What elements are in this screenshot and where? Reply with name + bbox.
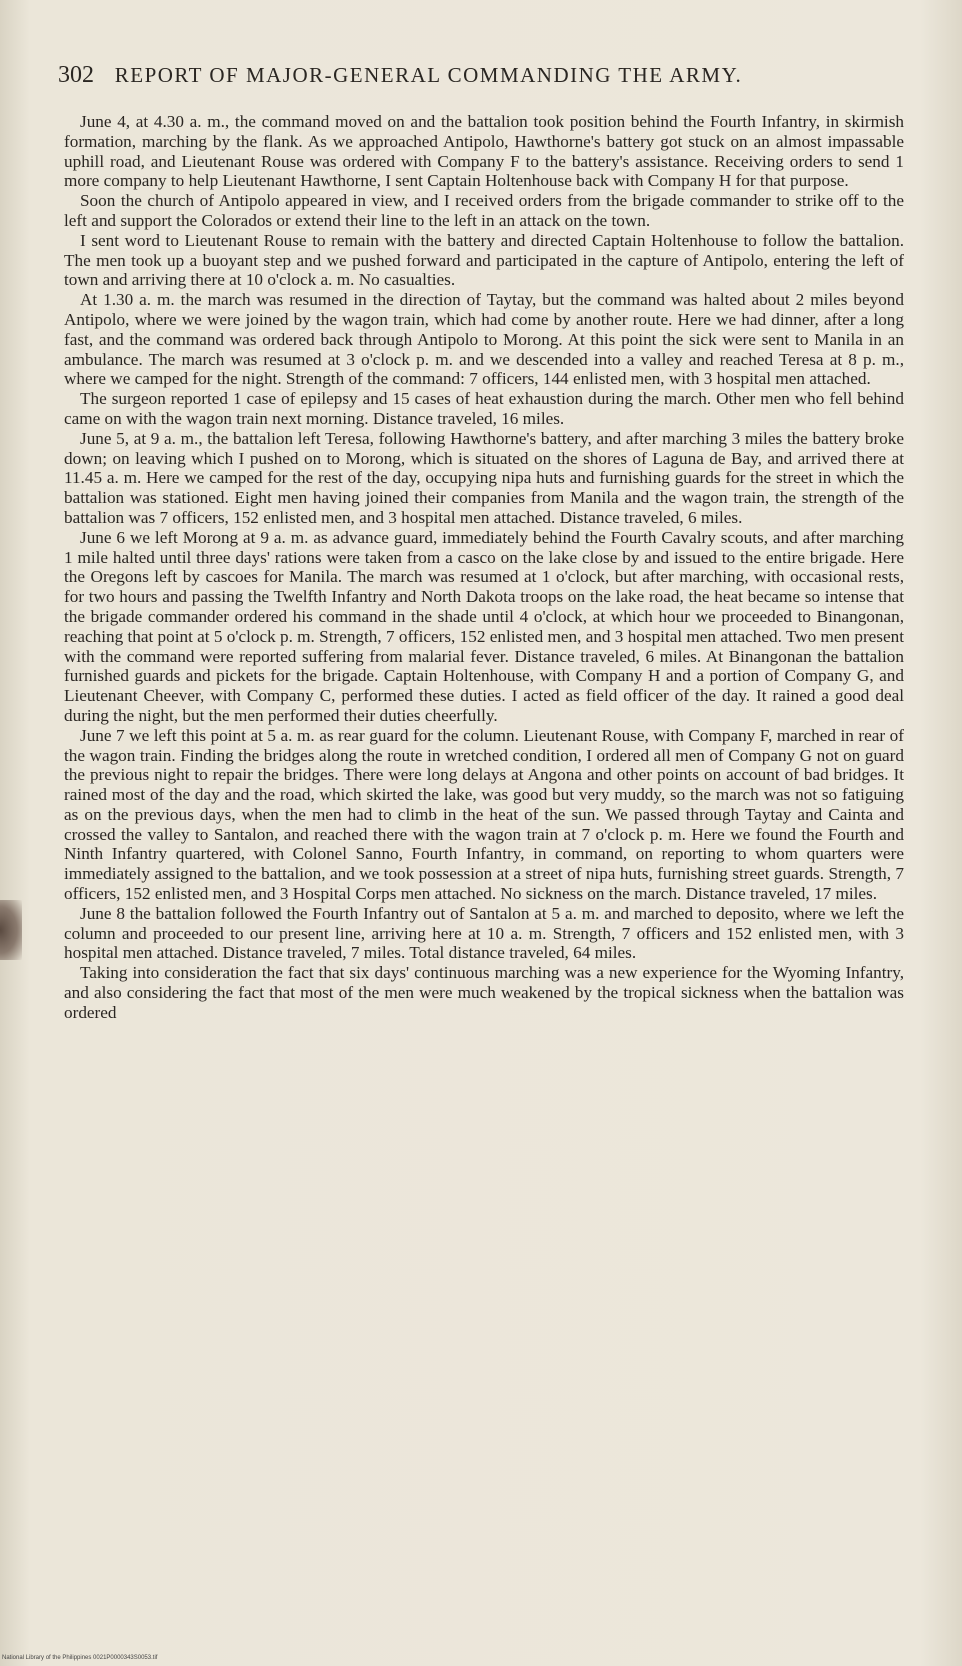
running-header <box>58 62 918 89</box>
paragraph: June 6 we left Morong at 9 a. m. as advance guard, immediately behind the Fourth Cavalry scouts, and after marching 1 mile halted until three days' rations were taken from a casco on the lake close by and issued to the entire brigade. Here the Oregons left by cascoes for Manila. The march was resumed at 1 o'clock, but after marching, with occasional rests, for two hours and passing the Twelfth Infantry and North Dakota troops on the lake road, the heat became so intense that the brigade commander ordered his command in the shade until 4 o'clock, at which hour we proceeded to Binangonan, reaching that point at 5 o'clock p. m. Strength, 7 officers, 152 enlisted men, and 3 hospital men attached. Two men present with the command were reported suffering from malarial fever. Distance traveled, 6 miles. At Binangonan the battalion furnished guards and pickets for the brigade. Captain Holtenhouse, with Company H and a portion of Company G, and Lieutenant Cheever, with Company C, performed these duties. I acted as field officer of the day. It rained a good deal during the night, but the men performed their duties cheerfully. <box>64 527 904 725</box>
paragraph: At 1.30 a. m. the march was resumed in the direction of Taytay, but the command was halted about 2 miles beyond Antipolo, where we were joined by the wagon train, which had come by another route. Here we had dinner, after a long fast, and the command was ordered back through Antipolo to Morong. At this point the sick were sent to Manila in an ambulance. The march was resumed at 3 o'clock p. m. and we descended into a valley and reached Teresa at 8 p. m., where we camped for the night. Strength of the command: 7 officers, 144 enlisted men, with 3 hospital men attached. <box>64 290 904 389</box>
paragraph: June 7 we left this point at 5 a. m. as rear guard for the column. Lieutenant Rouse, with Company F, marched in rear of the wagon train. Finding the bridges along the route in wretched condition, I ordered all men of Company G not on guard the previous night to repair the bridges. There were long delays at Angona and other points on account of bad bridges. It rained most of the day and the road, which skirted the lake, was good but very muddy, so the march was not so fatiguing as on the previous days, when the men had to climb in the heat of the sun. We passed through Taytay and Cainta and crossed the valley to Santalon, and reached there with the wagon train at 7 o'clock p. m. Here we found the Fourth and Ninth Infantry quartered, with Colonel Sanno, Fourth Infantry, in command, on reporting to whom quarters were immediately assigned to the battalion, and we took possession at a street of nipa huts, furnishing street guards. Strength, 7 officers, 152 enlisted men, and 3 Hospital Corps men attached. No sickness on the march. Distance traveled, 17 miles. <box>64 725 904 904</box>
paragraph: Soon the church of Antipolo appeared in view, and I received orders from the brigade commander to strike off to the left and support the Colorados or extend their line to the left in an attack on the town. <box>64 191 904 230</box>
header-title: REPORT OF MAJOR-GENERAL COMMANDING THE ARMY. <box>114 63 743 87</box>
paragraph: The surgeon reported 1 case of epilepsy and 15 cases of heat exhaustion during the march. Other men who fell behind came on with the wagon train next morning. Distance traveled, 16 miles. <box>64 389 904 428</box>
report-body <box>64 112 904 1023</box>
paragraph: I sent word to Lieutenant Rouse to remain with the battery and directed Captain Holtenhouse to follow the battalion. The men took up a buoyant step and we pushed forward and participated in the capture of Antipolo, entering the left of town and arriving there at 10 o'clock a. m. No casualties. <box>64 230 904 290</box>
page-number: 302 <box>58 62 94 88</box>
paragraph: Taking into consideration the fact that six days' continuous marching was a new experience for the Wyoming Infantry, and also considering the fact that most of the men were much weakened by the tropical sickness when the battalion was ordered <box>64 963 904 1022</box>
paragraph: June 8 the battalion followed the Fourth Infantry out of Santalon at 5 a. m. and marched to deposito, where we left the column and proceeded to our present line, arriving here at 10 a. m. Strength, 7 officers and 152 enlisted men, with 3 hospital men attached. Distance traveled, 7 miles. Total distance traveled, 64 miles. <box>64 903 904 963</box>
scan-footer: National Library of the Philippines 0021P0000343S0053.tif <box>2 1655 158 1661</box>
paragraph: June 5, at 9 a. m., the battalion left Teresa, following Hawthorne's battery, and after marching 3 miles the battery broke down; on leaving which I pushed on to Morong, which is situated on the shores of Laguna de Bay, and arrived there at 11.45 a. m. Here we camped for the rest of the day, occupying nipa huts and furnishing guards for the street in which the battalion was stationed. Eight men having joined their companies from Manila and the wagon train, the strength of the battalion was 7 officers, 152 enlisted men, and 3 hospital men attached. Distance traveled, 6 miles. <box>64 428 904 527</box>
paragraph: June 4, at 4.30 a. m., the command moved on and the battalion took position behind the Fourth Infantry, in skirmish formation, marching by the flank. As we approached Antipolo, Hawthorne's battery got stuck on an almost impassable uphill road, and Lieutenant Rouse was ordered with Company F to the battery's assistance. Receiving orders to send 1 more company to help Lieutenant Hawthorne, I sent Captain Holtenhouse back with Company H for that purpose. <box>64 112 904 191</box>
thumb-shadow <box>0 900 22 960</box>
